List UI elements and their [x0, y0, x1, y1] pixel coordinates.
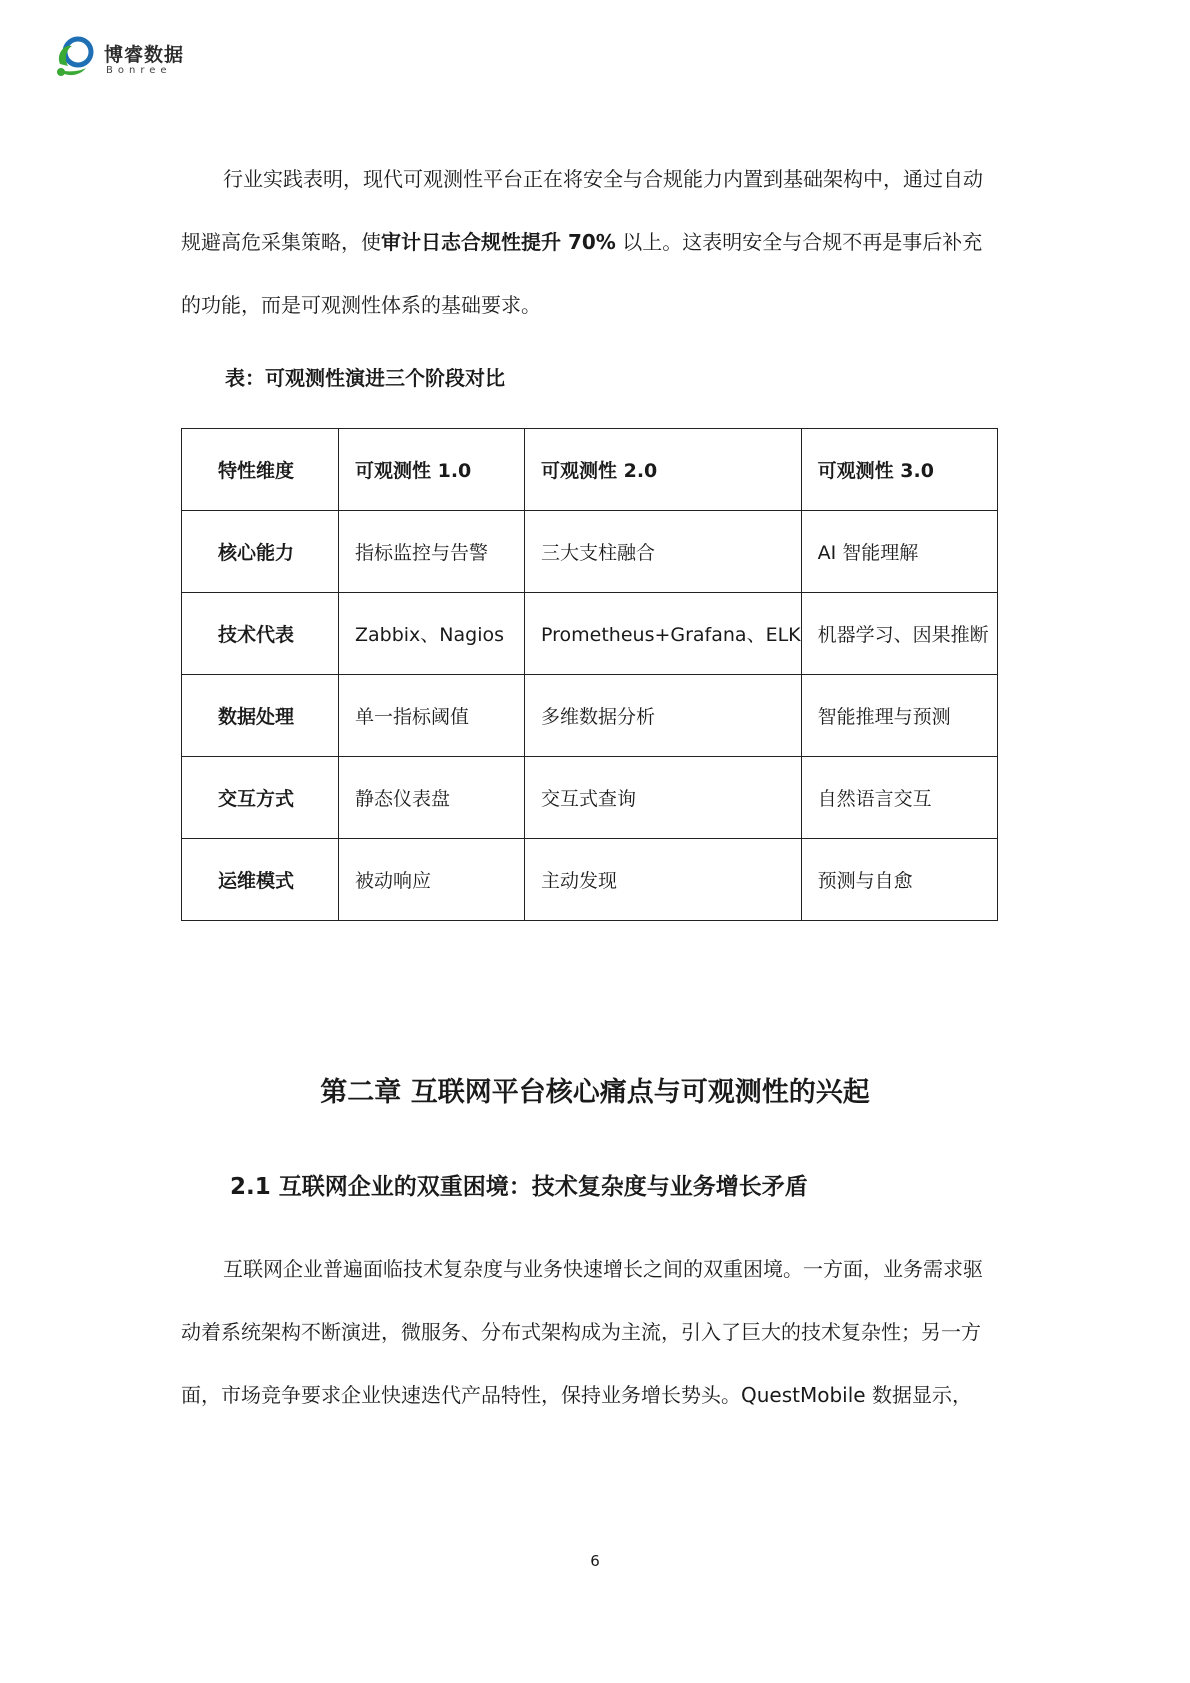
table-cell: 多维数据分析	[525, 675, 802, 757]
brand-subname: Bonree	[106, 65, 172, 76]
table-header-row	[182, 429, 998, 511]
paragraph-dilemma	[181, 1238, 1021, 1427]
brand-logo	[52, 34, 202, 82]
table-cell: 交互式查询	[525, 757, 802, 839]
row-label-cell: 交互方式	[182, 757, 339, 839]
header-cell: 特性维度	[182, 429, 339, 511]
table-cell: 单一指标阈值	[339, 675, 525, 757]
text-line: 以上。这表明安全与合规不再是事后补充	[615, 230, 983, 254]
row-label-cell: 数据处理	[182, 675, 339, 757]
table-cell: 被动响应	[339, 839, 525, 921]
table-cell: 指标监控与告警	[339, 511, 525, 593]
header-cell: 可观测性 2.0	[525, 429, 802, 511]
table-cell: 预测与自愈	[801, 839, 997, 921]
text-line: 的功能，而是可观测性体系的基础要求。	[181, 293, 541, 317]
text-line: 规避高危采集策略，使	[181, 230, 381, 254]
table-row	[182, 757, 998, 839]
text-line: 动着系统架构不断演进，微服务、分布式架构成为主流，引入了巨大的技术复杂性；另一方	[181, 1320, 981, 1344]
table-row	[182, 675, 998, 757]
text-line: 互联网企业普遍面临技术复杂度与业务快速增长之间的双重困境。一方面，业务需求驱	[223, 1257, 983, 1281]
header-cell: 可观测性 3.0	[801, 429, 997, 511]
table-cell: 机器学习、因果推断	[801, 593, 997, 675]
table-row	[182, 839, 998, 921]
bold-highlight: 审计日志合规性提升 70%	[381, 230, 616, 254]
table-cell: Zabbix、Nagios	[339, 593, 525, 675]
table-cell: 主动发现	[525, 839, 802, 921]
paragraph-compliance	[181, 148, 1021, 337]
text-line: 行业实践表明，现代可观测性平台正在将安全与合规能力内置到基础架构中，通过自动	[223, 167, 983, 191]
table-row	[182, 593, 998, 675]
page-number: 6	[590, 1552, 600, 1570]
chapter-title: 第二章 互联网平台核心痛点与可观测性的兴起	[320, 1077, 870, 1108]
table-row	[182, 511, 998, 593]
bonree-logo-icon	[52, 34, 98, 80]
row-label-cell: 核心能力	[182, 511, 339, 593]
table-cell: Prometheus+Grafana、ELK	[525, 593, 802, 675]
header-cell: 可观测性 1.0	[339, 429, 525, 511]
comparison-table	[181, 428, 998, 921]
table-cell: 智能推理与预测	[801, 675, 997, 757]
text-line: 面，市场竞争要求企业快速迭代产品特性，保持业务增长势头。QuestMobile 数据显示，	[181, 1383, 972, 1407]
section-title: 2.1 互联网企业的双重困境：技术复杂度与业务增长矛盾	[230, 1174, 808, 1200]
table-caption: 表：可观测性演进三个阶段对比	[225, 366, 505, 390]
row-label-cell: 运维模式	[182, 839, 339, 921]
table-cell: 三大支柱融合	[525, 511, 802, 593]
table-cell: 静态仪表盘	[339, 757, 525, 839]
table-cell: 自然语言交互	[801, 757, 997, 839]
row-label-cell: 技术代表	[182, 593, 339, 675]
brand-name: 博睿数据	[104, 44, 185, 66]
table-cell: AI 智能理解	[801, 511, 997, 593]
